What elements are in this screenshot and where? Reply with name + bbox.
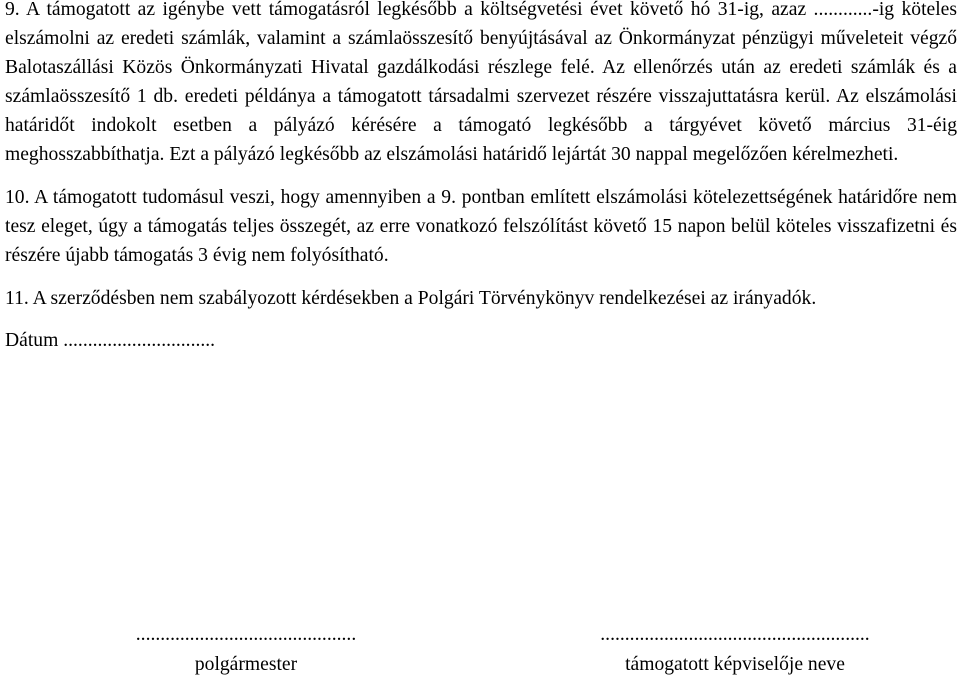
signature-label-representative: támogatott képviselője neve xyxy=(625,654,845,675)
document-page xyxy=(5,0,957,355)
date-line: Dátum ............................... xyxy=(5,330,216,351)
paragraph-9: 9. A támogatott az igénybe vett támogatásról legkésőbb a költségvetési évet követő hó 31-ig, azaz ............-ig köteles elszámolni az eredeti számlák, valamint a számlaösszesítő benyújtásával az Önkormányzat pénzügyi műveleteit végző Balotaszállási Közös Önkormányzati Hivatal gazdálkodási részlege felé. Az ellenőrzés után az eredeti számlák és a számlaösszesítő 1 db. eredeti példánya a támogatott társadalmi szervezet részére visszajuttatásra kerül. Az elszámolási határidőt indokolt esetben a pályázó kérésére a támogató legkésőbb a tárgyévet követő március 31-éig meghosszabbíthatja. Ezt a pályázó legkésőbb az elszámolási határidő lejártát 30 nappal megelőzően kérelmezheti. xyxy=(5,0,957,165)
signature-line-mayor: ............................................. xyxy=(135,624,357,645)
paragraph-11: 11. A szerződésben nem szabályozott kérdésekben a Polgári Törvénykönyv rendelkezései az irányadók. xyxy=(5,288,817,309)
signature-label-mayor: polgármester xyxy=(194,654,298,675)
signature-block-mayor xyxy=(30,620,462,679)
signature-block-representative xyxy=(510,620,960,679)
paragraph-10: 10. A támogatott tudomásul veszi, hogy amennyiben a 9. pontban említett elszámolási kötelezettségének határidőre nem tesz eleget, úgy a támogatás teljes összegét, az erre vonatkozó felszólítást követő 15 napon belül köteles visszafizetni és részére újabb támogatás 3 évig nem folyósítható. xyxy=(5,187,957,266)
signature-line-representative: ....................................................... xyxy=(600,624,870,645)
